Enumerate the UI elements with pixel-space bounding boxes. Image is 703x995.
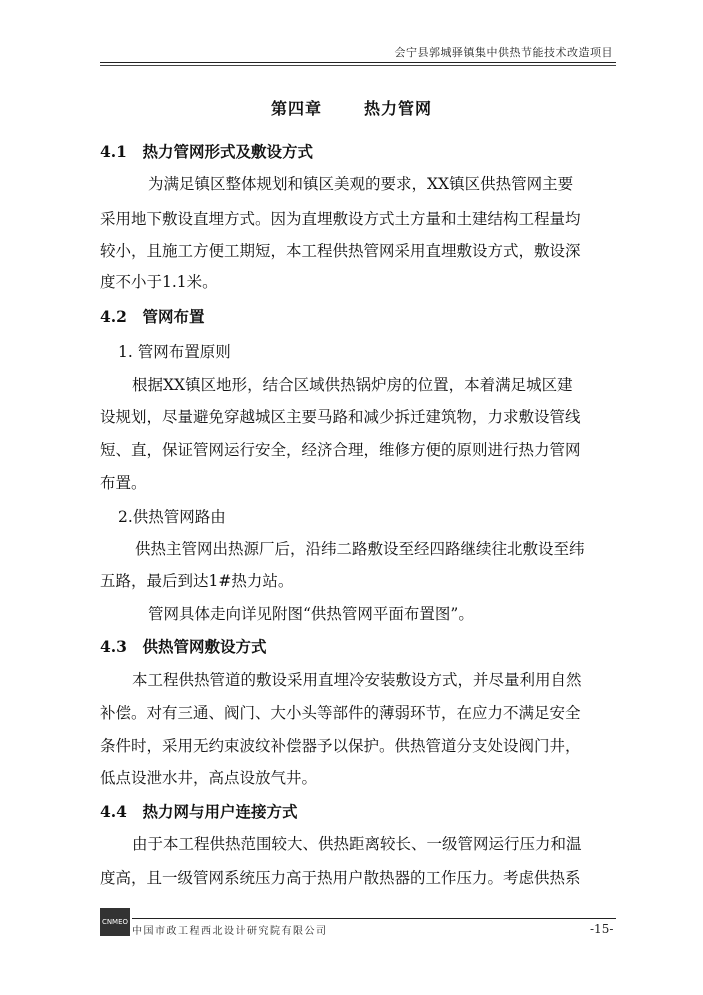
chapter-title — [0, 96, 703, 119]
section-4-2-heading: 4.2 管网布置 — [100, 307, 205, 326]
s41-line-4: 度不小于1.1米。 — [100, 273, 218, 291]
s44-line-1: 由于本工程供热范围较大、供热距离较长、一级管网运行压力和温 — [132, 835, 582, 853]
s43-line-4: 低点设泄水井，高点设放气井。 — [100, 769, 318, 787]
header-rule — [100, 62, 616, 63]
s42-p2-line-1: 供热主管网出热源厂后，沿纬二路敷设至经四路继续往北敷设至纬 — [135, 540, 585, 558]
s44-line-2: 度高，且一级管网系统压力高于热用户散热器的工作压力。考虑供热系 — [100, 869, 581, 887]
s42-p1-line-1: 根据XX镇区地形，结合区域供热锅炉房的位置，本着满足城区建 — [132, 376, 573, 394]
s42-p3: 管网具体走向详见附图“供热管网平面布置图”。 — [148, 605, 474, 623]
s41-line-3: 较小，且施工方便工期短，本工程供热管网采用直埋敷设方式，敷设深 — [100, 242, 581, 260]
footer-company: 中国市政工程西北设计研究院有限公司 — [132, 926, 328, 937]
chapter-number: 第四章 — [270, 99, 322, 118]
s41-line-1: 为满足镇区整体规划和镇区美观的要求，XX镇区供热管网主要 — [148, 175, 574, 193]
section-4-1-heading: 4.1 热力管网形式及敷设方式 — [100, 142, 313, 161]
s41-line-2: 采用地下敷设直埋方式。因为直埋敷设方式土方量和土建结构工程量均 — [100, 210, 581, 228]
running-header: 会宁县郭城驿镇集中供热节能技术改造项目 — [394, 46, 613, 59]
s42-subheading-1: 1. 管网布置原则 — [118, 343, 231, 361]
s42-p1-line-2: 设规划，尽量避免穿越城区主要马路和减少拆迁建筑物，力求敷设管线 — [100, 408, 581, 426]
s42-p1-line-4: 布置。 — [100, 474, 147, 492]
s43-line-1: 本工程供热管道的敷设采用直埋冷安装敷设方式，并尽量利用自然 — [132, 671, 582, 689]
page-number: -15- — [590, 922, 614, 936]
footer-rule — [132, 918, 616, 919]
header-rule-thin — [100, 65, 616, 66]
s43-line-3: 条件时，采用无约束波纹补偿器予以保护。供热管道分支处设阀门井， — [100, 737, 581, 755]
company-logo: CNMEO — [100, 908, 130, 936]
chapter-name: 热力管网 — [364, 99, 433, 118]
s42-subheading-2: 2.供热管网路由 — [118, 508, 226, 526]
s43-line-2: 补偿。对有三通、阀门、大小头等部件的薄弱环节，在应力不满足安全 — [100, 704, 581, 722]
s42-p2-line-2: 五路，最后到达1#热力站。 — [100, 572, 294, 590]
section-4-3-heading: 4.3 供热管网敷设方式 — [100, 637, 267, 656]
section-4-4-heading: 4.4 热力网与用户连接方式 — [100, 802, 298, 821]
s42-p1-line-3: 短、直，保证管网运行安全，经济合理，维修方便的原则进行热力管网 — [100, 441, 581, 459]
